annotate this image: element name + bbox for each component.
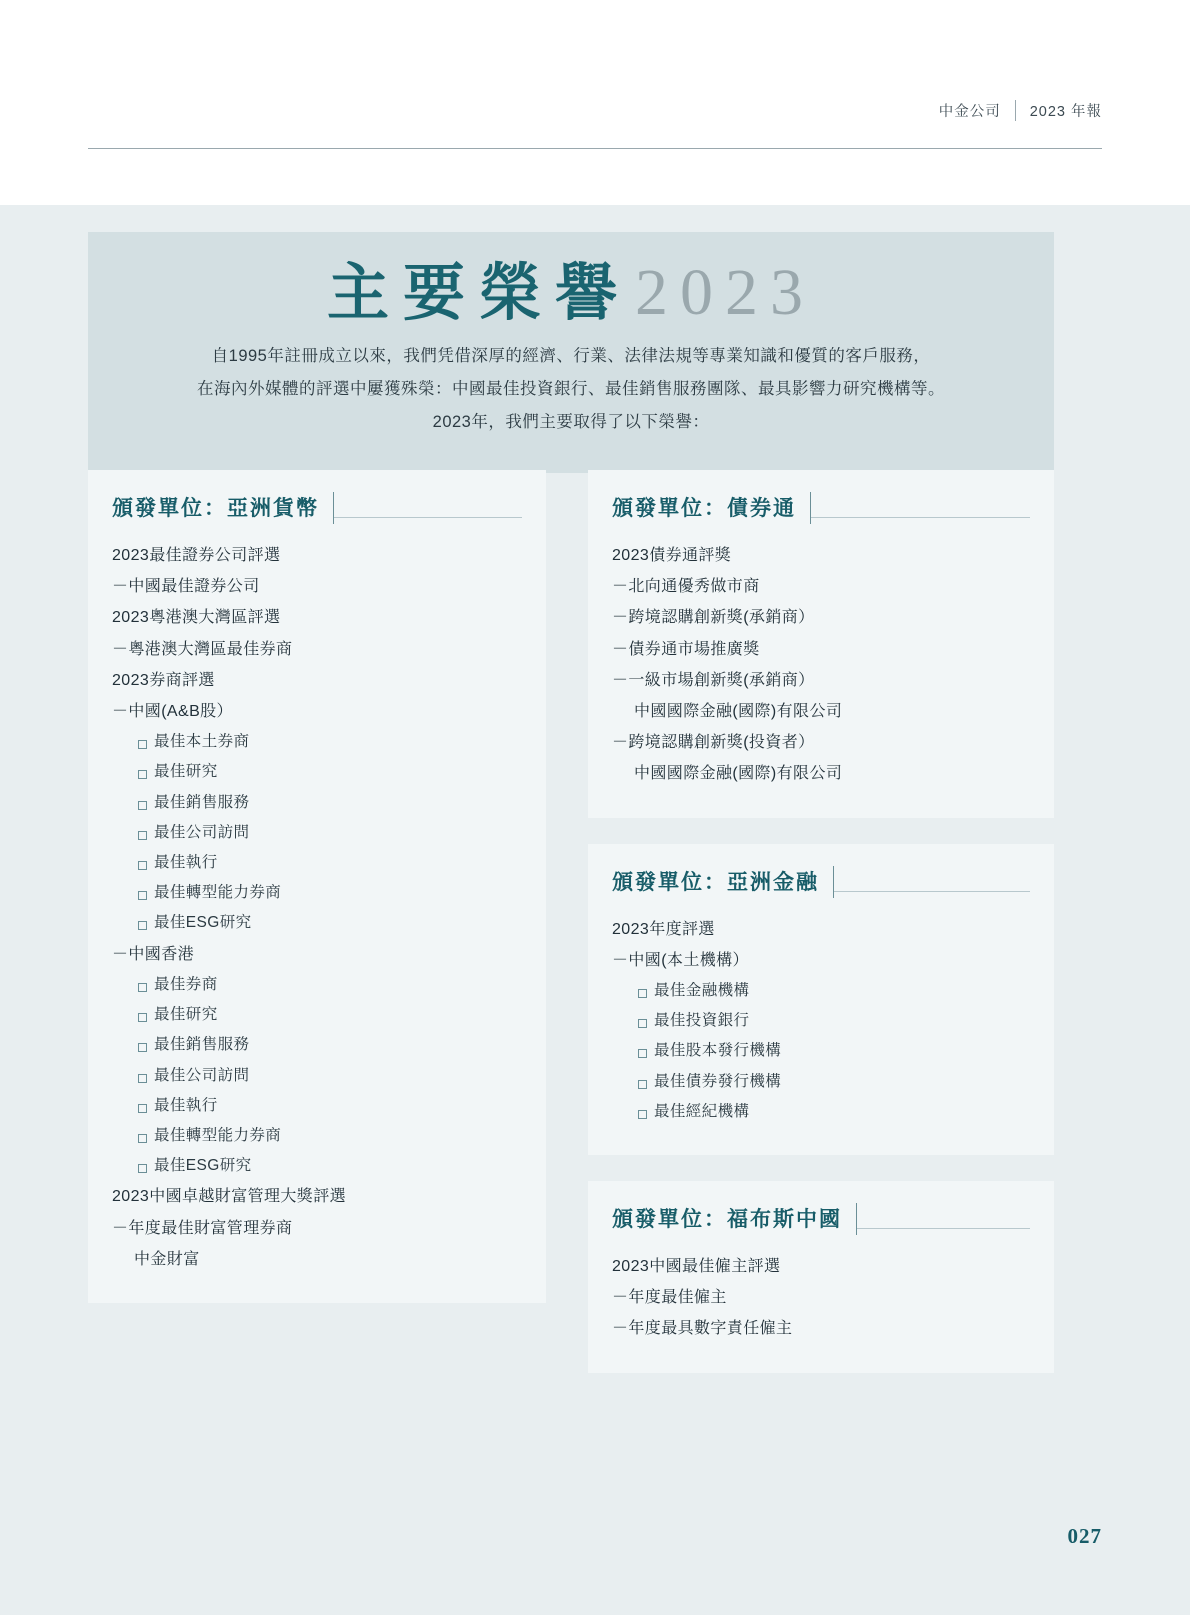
award-list-item: －中國(A&B股）	[112, 702, 233, 720]
award-list-item: 2023券商評選	[112, 671, 215, 689]
award-list	[612, 1251, 1030, 1345]
award-list	[612, 540, 1030, 790]
award-card-title-rule	[811, 517, 1030, 518]
award-list-item: －一級市場創新獎(承銷商）	[612, 671, 815, 689]
award-card	[588, 844, 1054, 1155]
right-column	[588, 470, 1054, 1399]
header-company-name: 中金公司	[938, 104, 1001, 120]
page-title: 主要榮譽	[326, 260, 631, 328]
award-list-item: 最佳轉型能力券商	[112, 878, 522, 908]
award-list-item: 最佳轉型能力券商	[112, 1121, 522, 1151]
award-list-item: 中國國際金融(國際)有限公司	[634, 702, 843, 720]
award-card-header	[612, 1203, 1030, 1235]
title-description	[128, 340, 1014, 439]
award-card	[588, 1181, 1054, 1373]
award-card-header	[112, 492, 522, 524]
page-title-year: 2023	[635, 256, 815, 329]
award-list-item: 2023粵港澳大灣區評選	[112, 609, 281, 627]
award-list-item: 中國國際金融(國際)有限公司	[634, 765, 843, 783]
award-card	[88, 470, 546, 1303]
award-list-item: 最佳公司訪問	[112, 1061, 522, 1091]
award-list-item: －中國香港	[112, 945, 195, 963]
award-list-item: 2023債券通評獎	[612, 547, 732, 564]
award-list-item: －年度最佳僱主	[612, 1289, 727, 1307]
award-card	[588, 470, 1054, 818]
award-list-item: 最佳投資銀行	[612, 1006, 1030, 1036]
award-list-item: －跨境認購創新獎(承銷商）	[612, 609, 815, 627]
title-description-line-3: 2023年，我們主要取得了以下榮譽：	[432, 413, 710, 431]
award-list-item: 最佳ESG研究	[112, 908, 522, 938]
award-list-item: －粵港澳大灣區最佳券商	[112, 640, 293, 658]
award-list-item: 最佳執行	[112, 848, 522, 878]
award-card-title: 頒發單位：福布斯中國	[612, 1203, 857, 1235]
award-card-header	[612, 492, 1030, 524]
award-list-item: －中國(本土機構）	[612, 951, 749, 969]
award-list-item: 最佳股本發行機構	[612, 1036, 1030, 1066]
header-report-year: 2023 年報	[1015, 100, 1102, 121]
award-list-item: 最佳銷售服務	[112, 788, 522, 818]
award-list-item: 最佳銷售服務	[112, 1030, 522, 1060]
award-list-item: 最佳ESG研究	[112, 1151, 522, 1181]
award-list-item: 最佳公司訪問	[112, 818, 522, 848]
award-list-item: 最佳債券發行機構	[612, 1067, 1030, 1097]
header-inner	[939, 100, 1102, 129]
award-list-item: －北向通優秀做市商	[612, 578, 760, 596]
award-list-item: 最佳經紀機構	[612, 1097, 1030, 1127]
award-card-title: 頒發單位：亞洲金融	[612, 866, 834, 898]
award-list-item: 2023最佳證券公司評選	[112, 547, 281, 564]
award-card-header	[612, 866, 1030, 898]
award-list-item: 2023中國最佳僱主評選	[612, 1257, 781, 1275]
award-list-item: －債券通市場推廣獎	[612, 640, 760, 658]
award-list-item: 最佳研究	[112, 1000, 522, 1030]
award-list-item: 最佳執行	[112, 1091, 522, 1121]
award-list-item: 最佳本土券商	[112, 727, 522, 757]
award-list	[612, 914, 1030, 1127]
award-list	[112, 540, 522, 1275]
left-column	[88, 470, 546, 1329]
page-header	[939, 100, 1102, 129]
award-card-title-rule	[834, 891, 1030, 892]
title-description-line-1: 自1995年註冊成立以來，我們凭借深厚的經濟、行業、法律法規等專業知識和優質的客戶服務，	[211, 347, 931, 365]
award-list-item: －中國最佳證券公司	[112, 578, 260, 596]
award-list-item: 最佳金融機構	[612, 976, 1030, 1006]
title-description-line-2: 在海內外媒體的評選中屢獲殊榮：中國最佳投資銀行、最佳銷售服務團隊、最具影響力研究機構等。	[197, 380, 945, 398]
award-card-title-rule	[857, 1228, 1030, 1229]
award-card-title: 頒發單位：債券通	[612, 492, 811, 524]
award-list-item: －年度最具數字責任僱主	[612, 1320, 793, 1338]
title-line	[128, 256, 1014, 329]
award-list-item: 2023年度評選	[612, 920, 715, 938]
title-panel	[88, 232, 1054, 473]
award-list-item: 最佳研究	[112, 757, 522, 787]
award-card-title: 頒發單位：亞洲貨幣	[112, 492, 334, 524]
header-divider	[88, 148, 1102, 149]
award-list-item: 最佳券商	[112, 970, 522, 1000]
page-number: 027	[1067, 1524, 1102, 1548]
award-list-item: －跨境認購創新獎(投資者）	[612, 734, 815, 752]
award-list-item: －年度最佳財富管理券商	[112, 1219, 293, 1237]
award-list-item: 中金財富	[134, 1250, 200, 1268]
award-list-item: 2023中國卓越財富管理大獎評選	[112, 1188, 346, 1206]
award-card-title-rule	[334, 517, 522, 518]
